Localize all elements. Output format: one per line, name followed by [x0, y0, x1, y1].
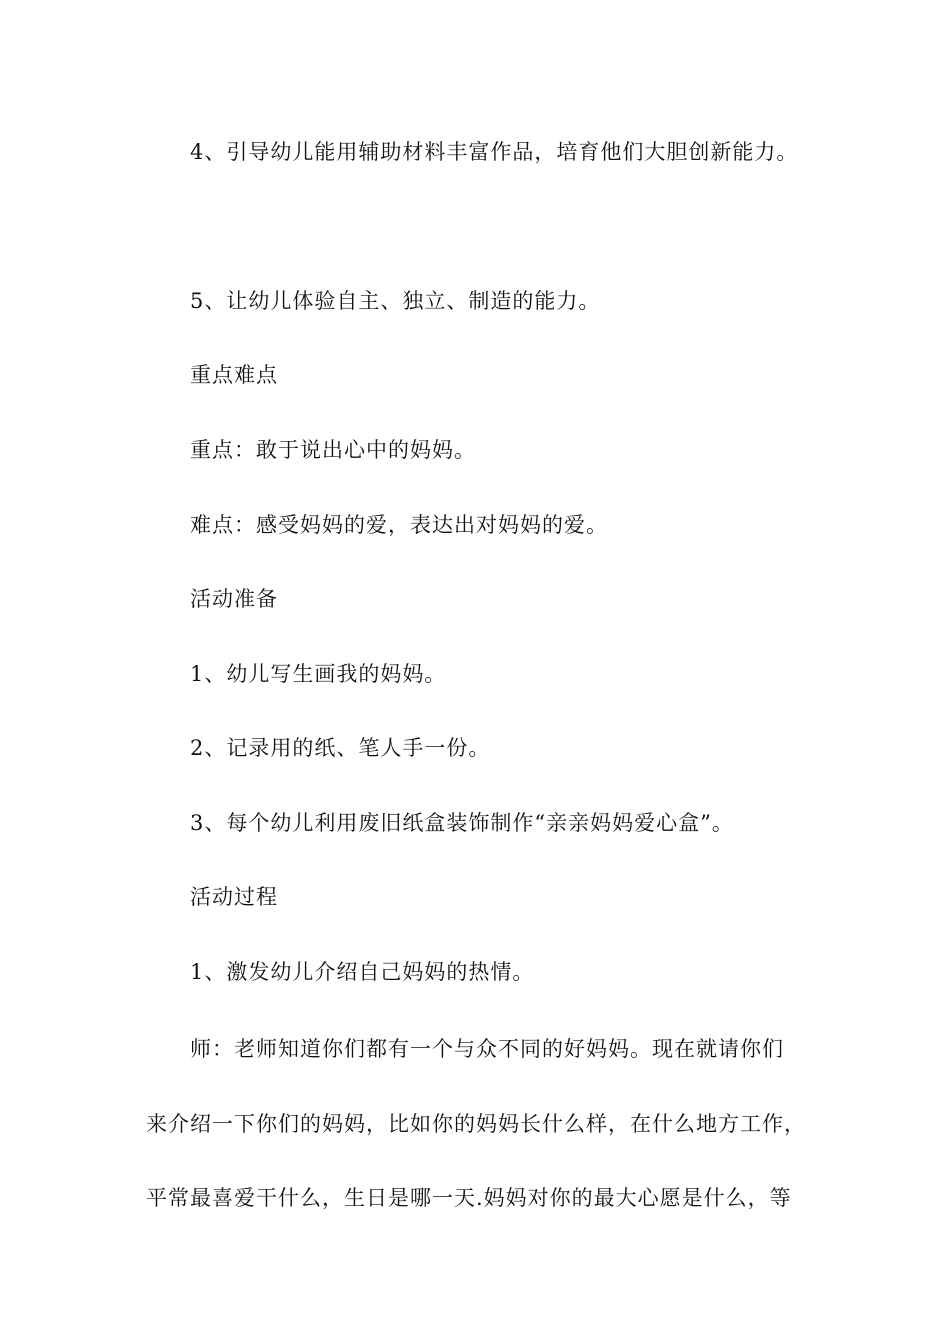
paragraph-line-3: 平常最喜爱干什么，生日是哪一天.妈妈对你的最大心愿是什么，等	[146, 1186, 792, 1210]
difficult-point: 难点：感受妈妈的爱，表达出对妈妈的爱。	[190, 513, 608, 537]
preparation-item-3: 3、每个幼儿利用废旧纸盒装饰制作“亲亲妈妈爱心盒”。	[190, 811, 734, 835]
section-heading-key-points: 重点难点	[190, 363, 278, 387]
preparation-item-1: 1、幼儿写生画我的妈妈。	[190, 662, 447, 686]
section-heading-process: 活动过程	[190, 885, 278, 909]
paragraph-line-1: 师：老师知道你们都有一个与众不同的好妈妈。现在就请你们	[190, 1037, 784, 1061]
paragraph-line-2: 来介绍一下你们的妈妈，比如你的妈妈长什么样，在什么地方工作，	[146, 1112, 806, 1136]
objective-4: 4、引导幼儿能用辅助材料丰富作品，培育他们大胆创新能力。	[190, 140, 799, 164]
key-point: 重点：敢于说出心中的妈妈。	[190, 438, 476, 462]
objective-5: 5、让幼儿体验自主、独立、制造的能力。	[190, 289, 601, 313]
process-step-1: 1、激发幼儿介绍自己妈妈的热情。	[190, 960, 535, 984]
preparation-item-2: 2、记录用的纸、笔人手一份。	[190, 736, 491, 760]
section-heading-preparation: 活动准备	[190, 587, 278, 611]
